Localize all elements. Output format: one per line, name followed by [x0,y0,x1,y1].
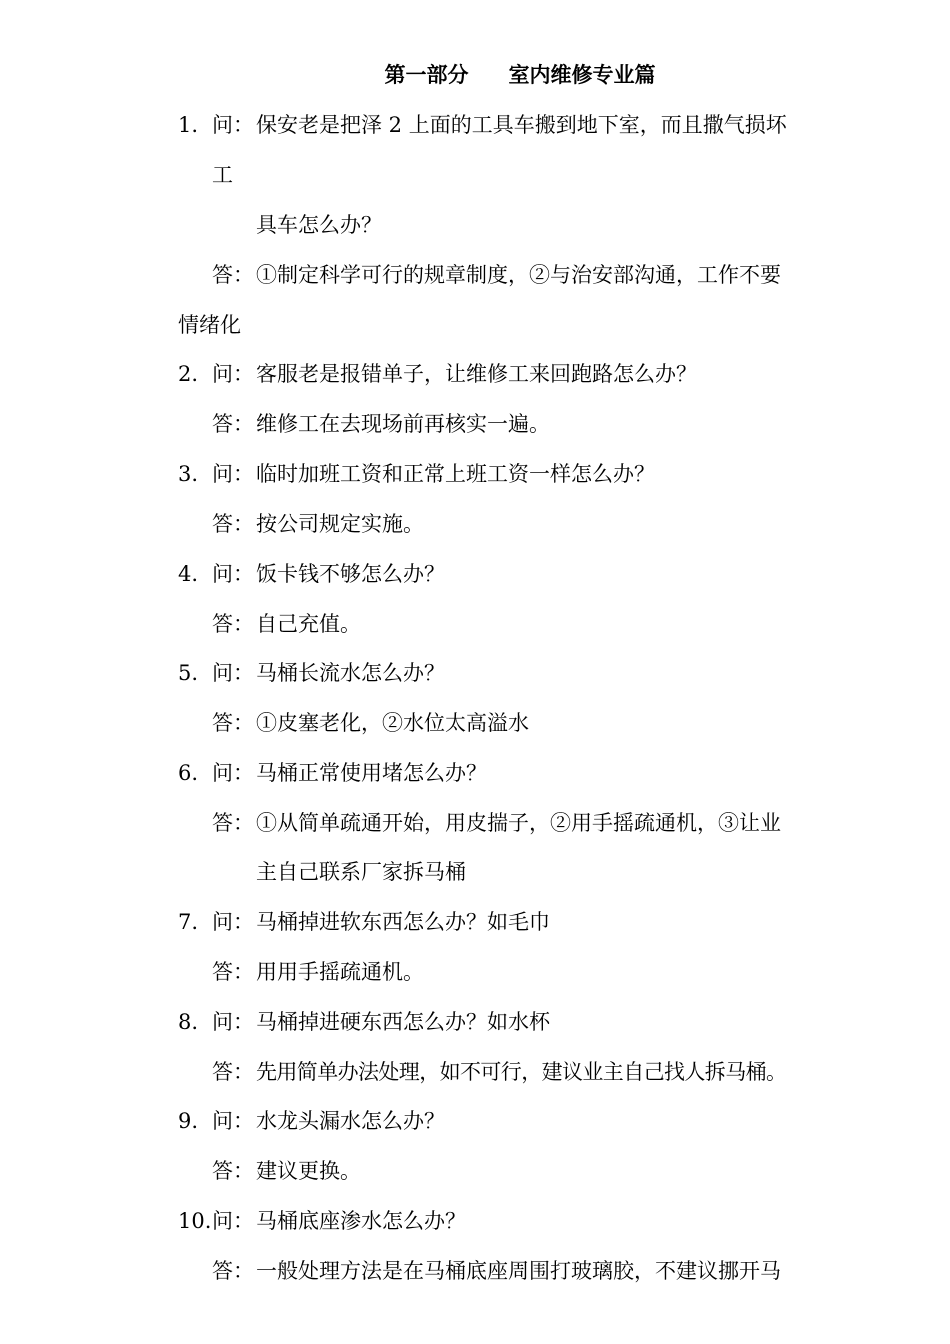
question-label: 问： [212,761,254,785]
answer-text: 按公司规定实施。 [256,512,424,536]
answer-label: 答： [212,612,254,636]
answer-label: 答： [212,811,254,835]
question-label: 问： [212,1209,254,1233]
item-number: 9. [178,1109,199,1133]
answer-label: 答： [212,412,254,436]
question-text: 马桶掉进软东西怎么办？如毛巾 [256,910,550,934]
answer-text: 用用手摇疏通机。 [256,960,424,984]
question-text: 临时加班工资和正常上班工资一样怎么办？ [256,462,655,486]
question-text: 马桶正常使用堵怎么办？ [256,761,487,785]
answer-text-cont: 情绪化 [178,313,241,337]
question-text: 马桶掉进硬东西怎么办？如水杯 [256,1010,550,1034]
question-label: 问： [212,661,254,685]
answer-text: 自己充值。 [256,612,361,636]
question-label: 问： [212,910,254,934]
answer-label: 答： [212,263,254,287]
section-title [0,58,950,92]
item-number: 2. [178,362,199,386]
section-part: 第一部分 [384,62,469,87]
item-number: 10. [178,1209,212,1233]
question-text: 水龙头漏水怎么办？ [256,1109,445,1133]
question-text-cont: 具车怎么办？ [256,213,382,237]
question-text-cont: 工 [212,163,233,187]
answer-label: 答： [212,960,254,984]
question-text: 保安老是把泽 2 上面的工具车搬到地下室，而且撒气损坏 [256,113,787,137]
answer-label: 答： [212,711,254,735]
answer-text: ①制定科学可行的规章制度，②与治安部沟通，工作不要 [256,263,781,287]
item-number: 5. [178,661,199,685]
item-number: 3. [178,462,199,486]
question-label: 问： [212,362,254,386]
answer-text: 建议更换。 [256,1159,361,1183]
item-number: 1. [178,113,199,137]
answer-label: 答： [212,1159,254,1183]
question-text: 客服老是报错单子，让维修工来回跑路怎么办？ [256,362,697,386]
answer-label: 答： [212,512,254,536]
answer-text-cont: 主自己联系厂家拆马桶 [256,860,466,884]
question-label: 问： [212,113,254,137]
answer-text: 先用简单办法处理，如不可行，建议业主自己找人拆马桶。 [256,1060,787,1084]
answer-text: 一般处理方法是在马桶底座周围打玻璃胶，不建议挪开马 [256,1259,781,1283]
item-number: 8. [178,1010,199,1034]
question-label: 问： [212,1109,254,1133]
section-name: 室内维修专业篇 [508,62,656,87]
question-text: 马桶底座渗水怎么办？ [256,1209,466,1233]
answer-text: 维修工在去现场前再核实一遍。 [256,412,550,436]
item-number: 6. [178,761,199,785]
question-label: 问： [212,462,254,486]
item-number: 4. [178,562,199,586]
answer-label: 答： [212,1259,254,1283]
question-label: 问： [212,562,254,586]
answer-text: ①皮塞老化，②水位太高溢水 [256,711,529,735]
question-label: 问： [212,1010,254,1034]
item-number: 7. [178,910,199,934]
answer-text: ①从简单疏通开始，用皮揣子，②用手摇疏通机，③让业 [256,811,781,835]
question-text: 马桶长流水怎么办？ [256,661,445,685]
question-text: 饭卡钱不够怎么办？ [256,562,445,586]
answer-label: 答： [212,1060,254,1084]
